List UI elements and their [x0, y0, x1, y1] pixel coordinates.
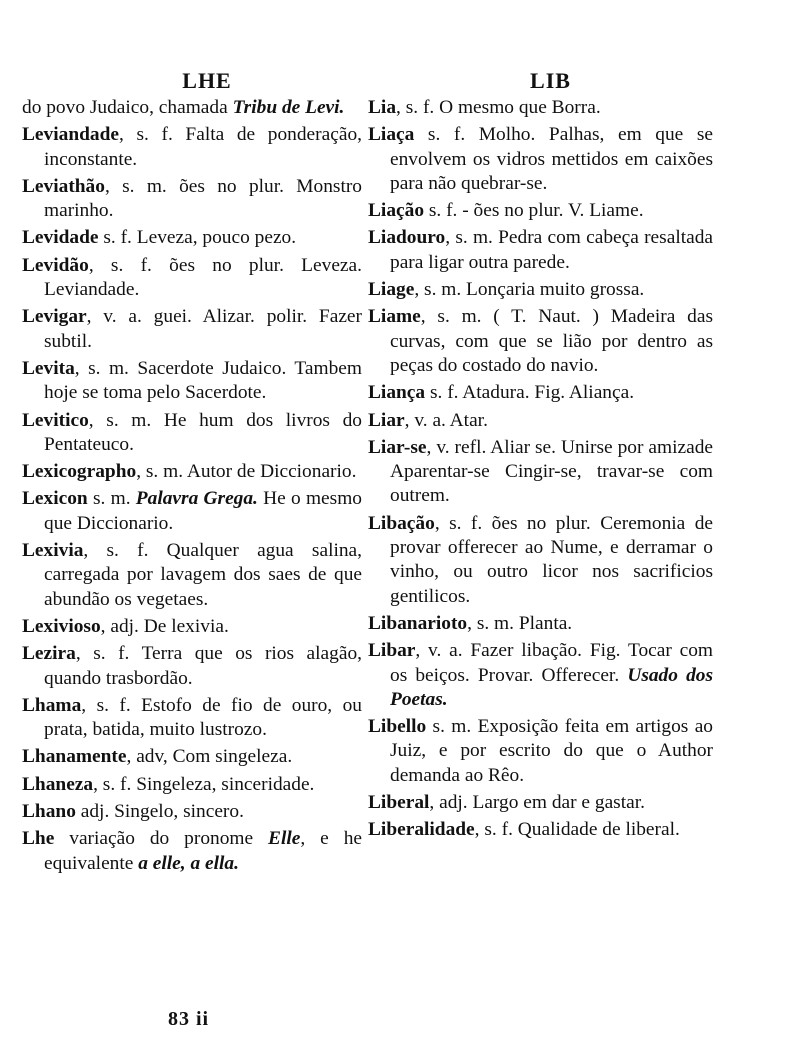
entry-headword: Liame	[368, 306, 421, 328]
left-column	[22, 66, 362, 879]
entry-headword: Leviandade	[22, 124, 119, 146]
entry-headword: Lhama	[22, 694, 82, 716]
entry-headword: Lhanamente	[22, 746, 127, 768]
entry-definition: s. f. Molho. Palhas, em que se envolvem os vidros mettidos em caixões para não quebrar-se.	[390, 124, 713, 194]
dictionary-entry	[22, 96, 362, 120]
entry-headword: Lhaneza	[22, 773, 94, 795]
entry-definition: s. m. Exposição feita em artigos ao Juiz, e por escrito do que o Author demanda ao Rêo.	[390, 716, 713, 786]
entry-definition: , s. f. O mesmo que Borra.	[396, 97, 601, 118]
dictionary-entry	[22, 800, 362, 824]
entry-definition: , adv, Com singeleza.	[126, 746, 293, 768]
dictionary-entry	[22, 254, 362, 303]
entry-headword: Lexicon	[22, 488, 88, 510]
dictionary-entry	[22, 305, 362, 354]
entry-definition: , s. m. Planta.	[467, 612, 573, 634]
entry-definition: , s. m. He hum dos livros do Pentateuco.	[44, 409, 362, 455]
entry-headword: Lexivioso	[22, 615, 101, 637]
dictionary-entry	[368, 639, 713, 712]
entry-italic-text: Elle	[268, 828, 301, 850]
entry-definition: , v. a. Atar.	[404, 409, 488, 431]
entry-definition: , s. f. Qualquer agua salina, carregada por lavagem dos saes de que abundão os vegetaes.	[44, 540, 362, 610]
page-signature: 83 ii	[168, 1008, 210, 1030]
dictionary-entry	[368, 791, 713, 815]
dictionary-entry	[22, 745, 362, 769]
dictionary-entry	[22, 123, 362, 172]
entry-headword: Libar	[368, 640, 416, 662]
entry-headword: Liação	[368, 200, 425, 222]
entry-headword: Leviathão	[22, 175, 105, 197]
dictionary-entry	[368, 612, 713, 636]
entry-definition: , s. m. ões no plur. Monstro marinho.	[44, 175, 362, 222]
entry-definition: , s. f. ões no plur. Ceremonia de provar offerecer ao Nume, e derramar o vinho, ou outro licor nos sacrificios gentilicos.	[390, 512, 713, 607]
dictionary-entry	[368, 381, 713, 405]
dictionary-entry	[368, 96, 713, 120]
entry-definition: , s. f. Estofo de fio de ouro, ou prata, batida, muito lustrozo.	[44, 694, 362, 741]
entry-definition: , adj. Largo em dar e gastar.	[429, 792, 645, 814]
entry-definition: , s. m. ( T. Naut. ) Madeira das curvas, com que se lião por dentro as peças do costado do navio.	[390, 306, 713, 376]
entry-definition: , s. f. Qualidade de liberal.	[474, 819, 680, 841]
entry-headword: Levitico	[22, 409, 89, 431]
entry-definition: , s. m. Pedra com cabeça resaltada para ligar outra parede.	[390, 227, 713, 273]
entry-italic-text: a elle, a ella.	[138, 852, 239, 874]
entry-headword: Lia	[368, 97, 397, 118]
dictionary-entry	[368, 226, 713, 275]
entry-definition: , s. m. Autor de Diccionario.	[136, 461, 357, 483]
entry-headword: Liar-se	[368, 436, 427, 458]
entry-headword: Libello	[368, 716, 427, 738]
dictionary-entry	[22, 175, 362, 224]
entry-definition: , s. f. ões no plur. Leveza. Leviandade.	[44, 254, 362, 301]
right-entries-list	[368, 96, 713, 843]
right-column-header: LIB	[530, 68, 571, 93]
dictionary-entry	[22, 409, 362, 458]
entry-headword: Libanarioto	[368, 612, 468, 634]
entry-headword: Lhe	[22, 828, 55, 850]
dictionary-entry	[368, 123, 713, 196]
dictionary-entry	[22, 539, 362, 612]
dictionary-entry	[22, 694, 362, 743]
entry-headword: Liar	[368, 409, 405, 431]
entry-italic-text: Palavra Grega.	[135, 488, 258, 510]
right-column	[368, 66, 713, 846]
entry-headword: Libação	[368, 512, 435, 534]
entry-definition: variação do pronome	[54, 828, 254, 850]
entry-headword: Lezira	[22, 643, 76, 665]
dictionary-entry	[368, 409, 713, 433]
dictionary-entry	[22, 226, 362, 250]
dictionary-entry	[368, 305, 713, 378]
entry-definition: , s. f. Terra que os rios alagão, quando trasbordão.	[44, 643, 362, 689]
dictionary-entry	[368, 278, 713, 302]
entry-definition: , v. a. Fazer libação. Fig. Tocar com os beiços. Provar. Offerecer.	[390, 640, 713, 686]
entry-headword: Lexicographo	[22, 461, 137, 483]
dictionary-entry	[368, 512, 713, 609]
entry-headword: Liberal	[368, 792, 430, 814]
entry-definition: , s. m. Sacerdote Judaico. Tambem hoje se toma pelo Sacerdote.	[44, 357, 362, 404]
entry-definition: s. f. Leveza, pouco pezo.	[98, 227, 297, 249]
entry-definition: , s. f. Singeleza, sinceridade.	[93, 773, 315, 795]
entry-definition: do povo Judaico, chamada	[22, 97, 228, 118]
entry-definition: s. m.	[87, 488, 131, 510]
entry-italic-text: Tribu de Levi.	[232, 97, 345, 118]
entry-definition: s. f. Atadura. Fig. Aliança.	[425, 382, 635, 404]
dictionary-entry	[22, 487, 362, 536]
entry-headword: Levigar	[22, 306, 87, 328]
left-entries-list	[22, 96, 362, 876]
dictionary-entry	[22, 773, 362, 797]
dictionary-entry	[368, 818, 713, 842]
dictionary-entry	[22, 357, 362, 406]
entry-headword: Liança	[368, 382, 426, 404]
entry-definition: s. f. - ões no plur. V. Liame.	[424, 200, 644, 222]
entry-definition: , s. f. Falta de ponderação, inconstante.	[44, 124, 362, 170]
entry-headword: Levita	[22, 357, 75, 379]
dictionary-entry	[368, 715, 713, 788]
entry-definition: , adj. De lexivia.	[100, 615, 229, 637]
left-column-header: LHE	[182, 68, 232, 93]
dictionary-entry	[22, 615, 362, 639]
entry-italic-text: Usado dos Poetas.	[390, 664, 714, 710]
dictionary-entry	[22, 642, 362, 691]
dictionary-entry	[368, 436, 713, 509]
entry-headword: Liadouro	[368, 227, 446, 249]
entry-definition-continued: , e he equivalente	[44, 828, 362, 874]
entry-headword: Liage	[368, 279, 415, 301]
entry-headword: Lexivia	[22, 540, 84, 562]
entry-headword: Liaça	[368, 124, 415, 146]
entry-headword: Lhano	[22, 801, 76, 823]
entry-headword: Levidade	[22, 227, 99, 249]
entry-definition: , s. m. Lonçaria muito grossa.	[414, 279, 645, 301]
entry-headword: Levidão	[22, 254, 89, 276]
entry-definition: , v. refl. Aliar se. Unirse por amizade Aparentar-se Cingir-se, travar-se com outrem.	[390, 436, 713, 507]
entry-definition-continued: He o mesmo que Diccionario.	[44, 488, 362, 534]
dictionary-entry	[22, 460, 362, 484]
entry-definition: adj. Singelo, sincero.	[75, 801, 244, 823]
entry-definition: , v. a. guei. Alizar. polir. Fazer subtil.	[44, 306, 362, 352]
dictionary-entry	[22, 827, 362, 876]
entry-headword: Liberalidade	[368, 819, 475, 841]
dictionary-entry	[368, 199, 713, 223]
